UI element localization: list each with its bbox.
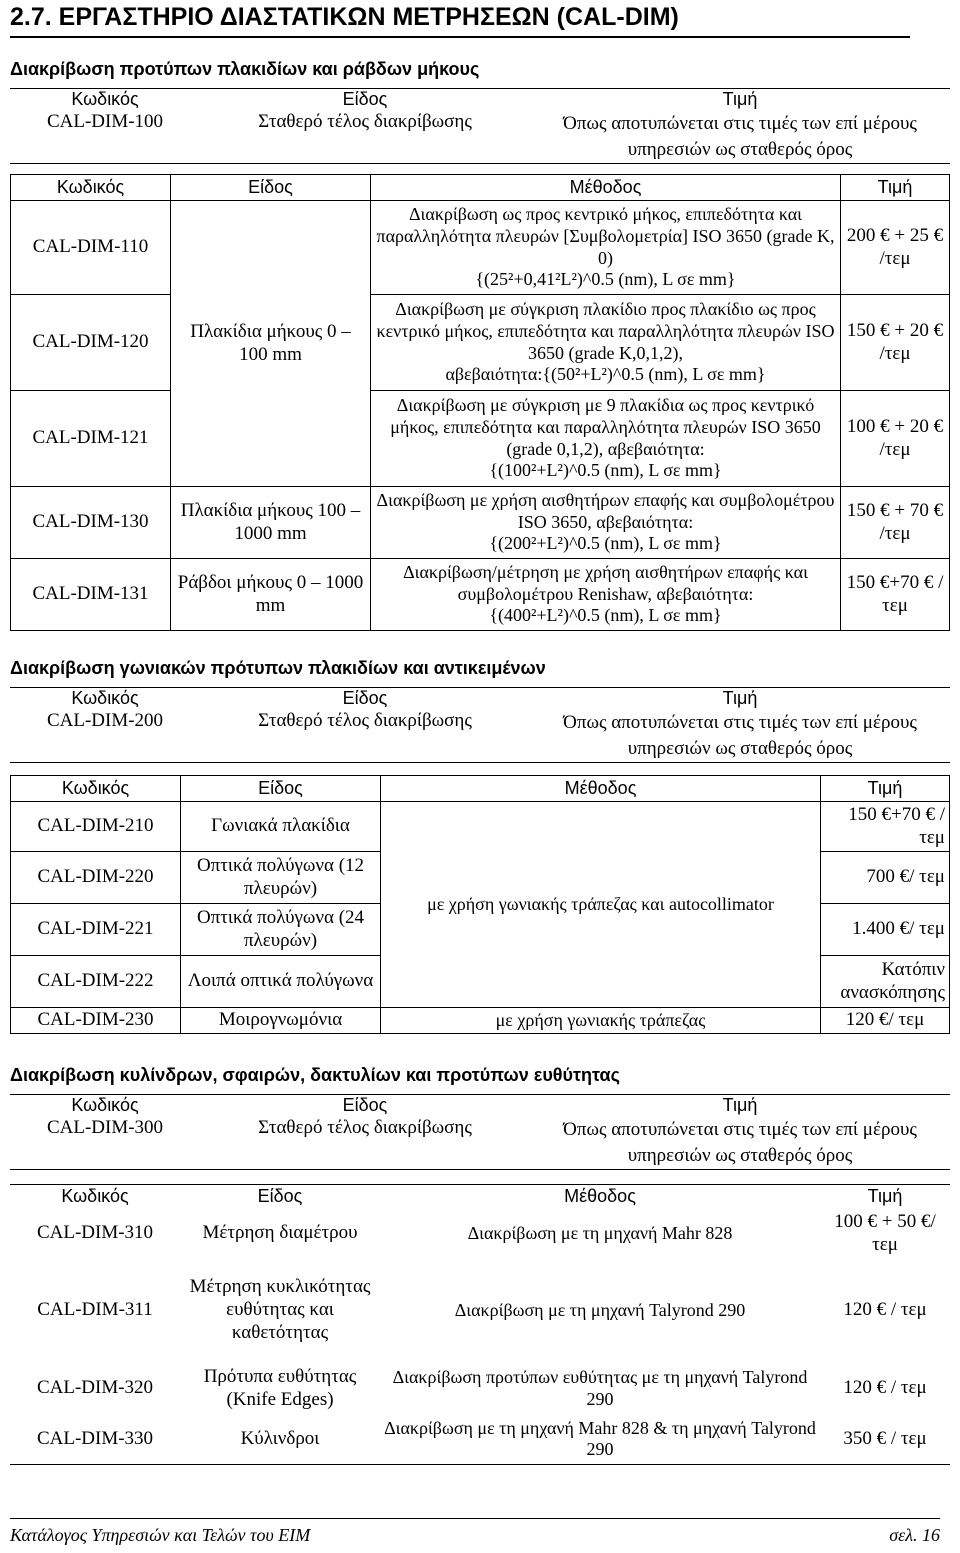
row-type: Πλακίδια μήκους 0 – 100 mm — [171, 201, 371, 487]
col-header-type: Είδος — [342, 1095, 388, 1116]
table-row — [11, 487, 950, 559]
table-row — [11, 1008, 950, 1034]
row-uncertainty: {(400²+L²)^0.5 (nm), L σε mm} — [489, 605, 722, 626]
document-page — [10, 0, 950, 1465]
row-price: 120 €/ τεμ — [821, 1008, 950, 1034]
page-number: σελ. 16 — [889, 1525, 940, 1545]
col-header-type: Είδος — [342, 688, 388, 709]
col-header-code: Κωδικός — [71, 89, 139, 110]
row-code: CAL-DIM-330 — [36, 1427, 154, 1449]
row-method: Διακρίβωση/μέτρηση με χρήση αισθητήρων επαφής και συμβολομέτρου Renishaw, αβεβαιότητα: {(400²+L²)^0.5 (nm), L σε mm} — [371, 559, 841, 631]
table-row — [10, 1415, 950, 1465]
row-code: CAL-DIM-130 — [11, 487, 171, 559]
row-type: Οπτικά πολύγωνα (12 πλευρών) — [181, 852, 381, 904]
row-code: CAL-DIM-311 — [37, 1299, 153, 1321]
fixed-fee-table — [10, 88, 950, 164]
section-title: Διακρίβωση προτύπων πλακιδίων και ράβδων μήκους — [10, 59, 480, 79]
row-method: Διακρίβωση με τη μηχανή Mahr 828 & τη μηχανή Talyrond 290 — [384, 1417, 816, 1460]
row-uncertainty: {(25²+0,41²L²)^0.5 (nm), L σε mm} — [475, 269, 736, 290]
row-type: Πρότυπα ευθύτητας (Knife Edges) — [203, 1365, 357, 1410]
row-price: 100 € + 50 €/τεμ — [834, 1210, 936, 1255]
col-header-price: Τιμή — [821, 776, 950, 802]
page-title: 2.7. ΕΡΓΑΣΤΗΡΙΟ ΔΙΑΣΤΑΤΙΚΩΝ ΜΕΤΡΗΣΕΩΝ (CAL-DIM) — [10, 0, 910, 38]
row-code: CAL-DIM-220 — [11, 852, 181, 904]
col-header-type: Είδος — [342, 89, 388, 110]
row-type: Ράβδοι μήκους 0 – 1000 mm — [171, 559, 371, 631]
row-code: CAL-DIM-131 — [11, 559, 171, 631]
col-header-price: Τιμή — [841, 175, 950, 201]
fixed-type: Σταθερό τέλος διακρίβωσης — [258, 111, 472, 132]
row-code: CAL-DIM-110 — [11, 201, 171, 295]
fixed-code: CAL-DIM-200 — [46, 710, 164, 731]
col-header-price: Τιμή — [722, 688, 758, 709]
angular-table — [10, 775, 950, 1034]
row-price: Κατόπιν ανασκόπησης — [821, 956, 950, 1008]
col-header-price: Τιμή — [722, 1095, 758, 1116]
row-type: Λοιπά οπτικά πολύγωνα — [181, 956, 381, 1008]
row-code: CAL-DIM-210 — [11, 802, 181, 852]
page-footer — [10, 1518, 940, 1547]
fixed-type: Σταθερό τέλος διακρίβωσης — [258, 710, 472, 731]
footer-title: Κατάλογος Υπηρεσιών και Τελών του ΕΙΜ — [10, 1525, 311, 1545]
row-method: Διακρίβωση με τη μηχανή Mahr 828 — [467, 1222, 733, 1243]
row-code: CAL-DIM-320 — [36, 1377, 154, 1399]
col-header-price: Τιμή — [722, 89, 758, 110]
row-type: Κύλινδροι — [240, 1427, 320, 1449]
row-code: CAL-DIM-222 — [11, 956, 181, 1008]
row-price: 700 €/ τεμ — [821, 852, 950, 904]
table-row — [11, 391, 950, 487]
row-uncertainty: {(100²+L²)^0.5 (nm), L σε mm} — [489, 460, 722, 481]
row-method: Διακρίβωση προτύπων ευθύτητας με τη μηχανή Talyrond 290 — [392, 1366, 808, 1409]
col-header-code: Κωδικός — [71, 1095, 139, 1116]
col-header-price: Τιμή — [867, 1185, 903, 1206]
col-header-code: Κωδικός — [11, 175, 171, 201]
col-header-method: Μέθοδος — [371, 175, 841, 201]
row-type: Μοιρογνωμόνια — [181, 1008, 381, 1034]
row-price: 120 € / τεμ — [843, 1377, 927, 1399]
row-price: 100 € + 20 € /τεμ — [841, 391, 950, 487]
col-header-method: Μέθοδος — [564, 1185, 636, 1206]
table-row — [10, 1209, 950, 1259]
row-code: CAL-DIM-310 — [36, 1222, 154, 1244]
col-header-method: Μέθοδος — [381, 776, 821, 802]
row-price: 1.400 €/ τεμ — [821, 904, 950, 956]
table-row — [10, 1363, 950, 1415]
fixed-fee-table — [10, 1094, 950, 1170]
row-method: Διακρίβωση με χρήση αισθητήρων επαφής και συμβολομέτρου ISO 3650, αβεβαιότητα: {(200²+L²)^0.5 (nm), L σε mm} — [371, 487, 841, 559]
col-header-code: Κωδικός — [71, 688, 139, 709]
table-row — [11, 201, 950, 295]
row-method: Διακρίβωση με τη μηχανή Talyrond 290 — [454, 1299, 746, 1320]
row-method: με χρήση γωνιακής τράπεζας και autocollimator — [381, 802, 821, 1008]
row-price: 150 €+70 € / τεμ — [821, 802, 950, 852]
row-uncertainty: {(200²+L²)^0.5 (nm), L σε mm} — [489, 533, 722, 554]
cylinders-table — [10, 1184, 950, 1465]
row-price: 150 € + 20 € /τεμ — [841, 295, 950, 391]
row-type: Πλακίδια μήκους 100 – 1000 mm — [171, 487, 371, 559]
row-code: CAL-DIM-221 — [11, 904, 181, 956]
row-price: 150 €+70 € /τεμ — [841, 559, 950, 631]
col-header-type: Είδος — [181, 776, 381, 802]
table-row — [11, 802, 950, 852]
col-header-type: Είδος — [171, 175, 371, 201]
row-method: Διακρίβωση με σύγκριση με 9 πλακίδια ως προς κεντρικό μήκος, επιπεδότητα και παραλληλότητα πλευρών ISO 3650 (grade 0,1,2), αβεβαιότητα: {(100²+L²)^0.5 (nm), L σε mm} — [371, 391, 841, 487]
row-uncertainty: αβεβαιότητα:{(50²+L²)^0.5 (nm), L σε mm} — [445, 364, 766, 385]
row-type: Μέτρηση κυκλικότητας ευθύτητας και καθετότητας — [189, 1276, 371, 1343]
methods-table — [10, 174, 950, 631]
row-price: 150 € + 70 € /τεμ — [841, 487, 950, 559]
row-price: 200 € + 25 € /τεμ — [841, 201, 950, 295]
fixed-code: CAL-DIM-300 — [46, 1117, 164, 1138]
row-code: CAL-DIM-121 — [11, 391, 171, 487]
row-method: Διακρίβωση με σύγκριση πλακίδιο προς πλακίδιο ως προς κεντρικό μήκος, επιπεδότητα και παραλληλότητα πλευρών ISO 3650 (grade K,0,1,2), αβεβαιότητα:{(50²+L²)^0.5 (nm), L σε mm} — [371, 295, 841, 391]
col-header-type: Είδος — [257, 1185, 303, 1206]
fixed-code: CAL-DIM-100 — [46, 111, 164, 132]
row-type: Γωνιακά πλακίδια — [181, 802, 381, 852]
fixed-price: Όπως αποτυπώνεται στις τιμές των επί μέρους υπηρεσιών ως σταθερός όρος — [563, 712, 917, 759]
fixed-fee-table — [10, 687, 950, 763]
row-method: με χρήση γωνιακής τράπεζας — [381, 1008, 821, 1034]
col-header-code: Κωδικός — [61, 1185, 129, 1206]
fixed-type: Σταθερό τέλος διακρίβωσης — [258, 1117, 472, 1138]
row-type: Μέτρηση διαμέτρου — [202, 1222, 358, 1244]
fixed-price: Όπως αποτυπώνεται στις τιμές των επί μέρους υπηρεσιών ως σταθερός όρος — [563, 113, 917, 160]
row-price: 120 € / τεμ — [843, 1299, 927, 1321]
row-code: CAL-DIM-120 — [11, 295, 171, 391]
table-row — [10, 1259, 950, 1363]
row-method: Διακρίβωση ως προς κεντρικό μήκος, επιπεδότητα και παραλληλότητα πλευρών [Συμβολομετρία] ISO 3650 (grade K, 0) {(25²+0,41²L²)^0.5 (nm), L σε mm} — [371, 201, 841, 295]
row-price: 350 € / τεμ — [843, 1427, 927, 1449]
table-row — [11, 559, 950, 631]
row-code: CAL-DIM-230 — [11, 1008, 181, 1034]
row-type: Οπτικά πολύγωνα (24 πλευρών) — [181, 904, 381, 956]
section-title: Διακρίβωση γωνιακών πρότυπων πλακιδίων και αντικειμένων — [10, 658, 546, 678]
fixed-price: Όπως αποτυπώνεται στις τιμές των επί μέρους υπηρεσιών ως σταθερός όρος — [563, 1119, 917, 1166]
section-title: Διακρίβωση κυλίνδρων, σφαιρών, δακτυλίων και προτύπων ευθύτητας — [10, 1065, 620, 1085]
col-header-code: Κωδικός — [11, 776, 181, 802]
table-row — [11, 295, 950, 391]
